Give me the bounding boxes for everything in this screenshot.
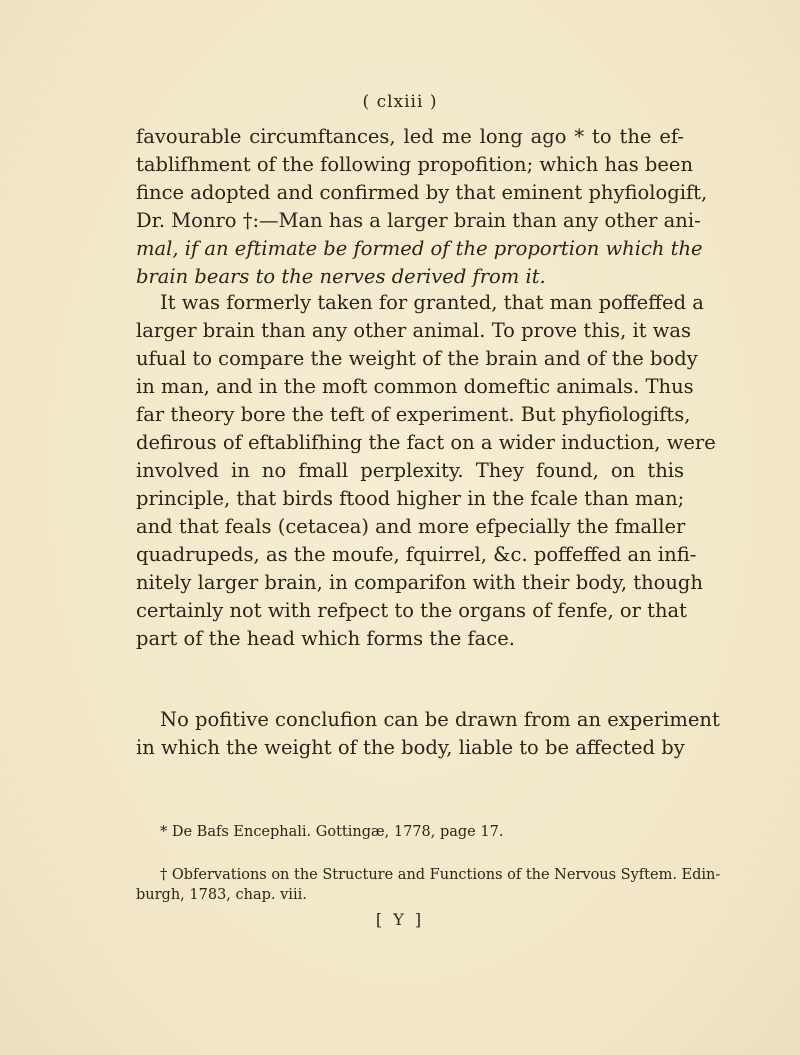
text-line: and that feals (cetacea) and more efpecially the fmaller — [136, 515, 686, 538]
footnote-2 — [136, 865, 721, 905]
text-line: certainly not with refpect to the organs of fenfe, or that — [136, 599, 687, 622]
paragraph-1 — [136, 123, 708, 291]
text-line: mal, if an eftimate be formed of the proportion which the — [136, 237, 703, 260]
text-line: brain bears to the nerves derived from it. — [136, 265, 546, 288]
text-line: larger brain than any other animal. To prove this, it was — [136, 319, 692, 342]
text-line: ufual to compare the weight of the brain and of the body — [136, 347, 698, 370]
text-line: defirous of eftablifhing the fact on a wider induction, were — [136, 431, 716, 454]
text-line: involved in no fmall perplexity. They found, on this — [136, 459, 684, 482]
text-line: tablifhment of the following propofition; which has been — [136, 153, 694, 176]
text-line: quadrupeds, as the moufe, fquirrel, &c. poffeffed an infi- — [136, 543, 697, 566]
text-line: It was formerly taken for granted, that man poffeffed a — [160, 291, 704, 314]
text-line: far theory bore the teft of experiment. But phyfiologifts, — [136, 403, 691, 426]
footnote-1: * De Bafs Encephali. Gottingæ, 1778, page 17. — [160, 824, 504, 840]
signature-mark: [ Y ] — [375, 910, 425, 929]
footnote-line: † Obfervations on the Structure and Functions of the Nervous Syftem. Edin- — [160, 867, 721, 883]
text-line: No pofitive conclufion can be drawn from an experiment — [160, 708, 720, 731]
text-line: part of the head which forms the face. — [136, 627, 515, 650]
footnote-line: burgh, 1783, chap. viii. — [136, 887, 307, 903]
text-line: fince adopted and confirmed by that eminent phyfiologift, — [136, 181, 708, 204]
text-line: principle, that birds ftood higher in the fcale than man; — [136, 487, 685, 510]
text-line: Dr. Monro †:—Man has a larger brain than any other ani- — [136, 209, 701, 232]
text-line: nitely larger brain, in comparifon with their body, though — [136, 571, 703, 594]
page-header: ( clxiii ) — [362, 92, 438, 112]
text-line: in man, and in the moft common domeftic animals. Thus — [136, 375, 694, 398]
paragraph-3 — [136, 706, 720, 762]
text-line: favourable circumftances, led me long ago * to the ef- — [136, 125, 684, 148]
text-line: in which the weight of the body, liable to be affected by — [136, 736, 685, 759]
paragraph-2 — [136, 289, 716, 653]
